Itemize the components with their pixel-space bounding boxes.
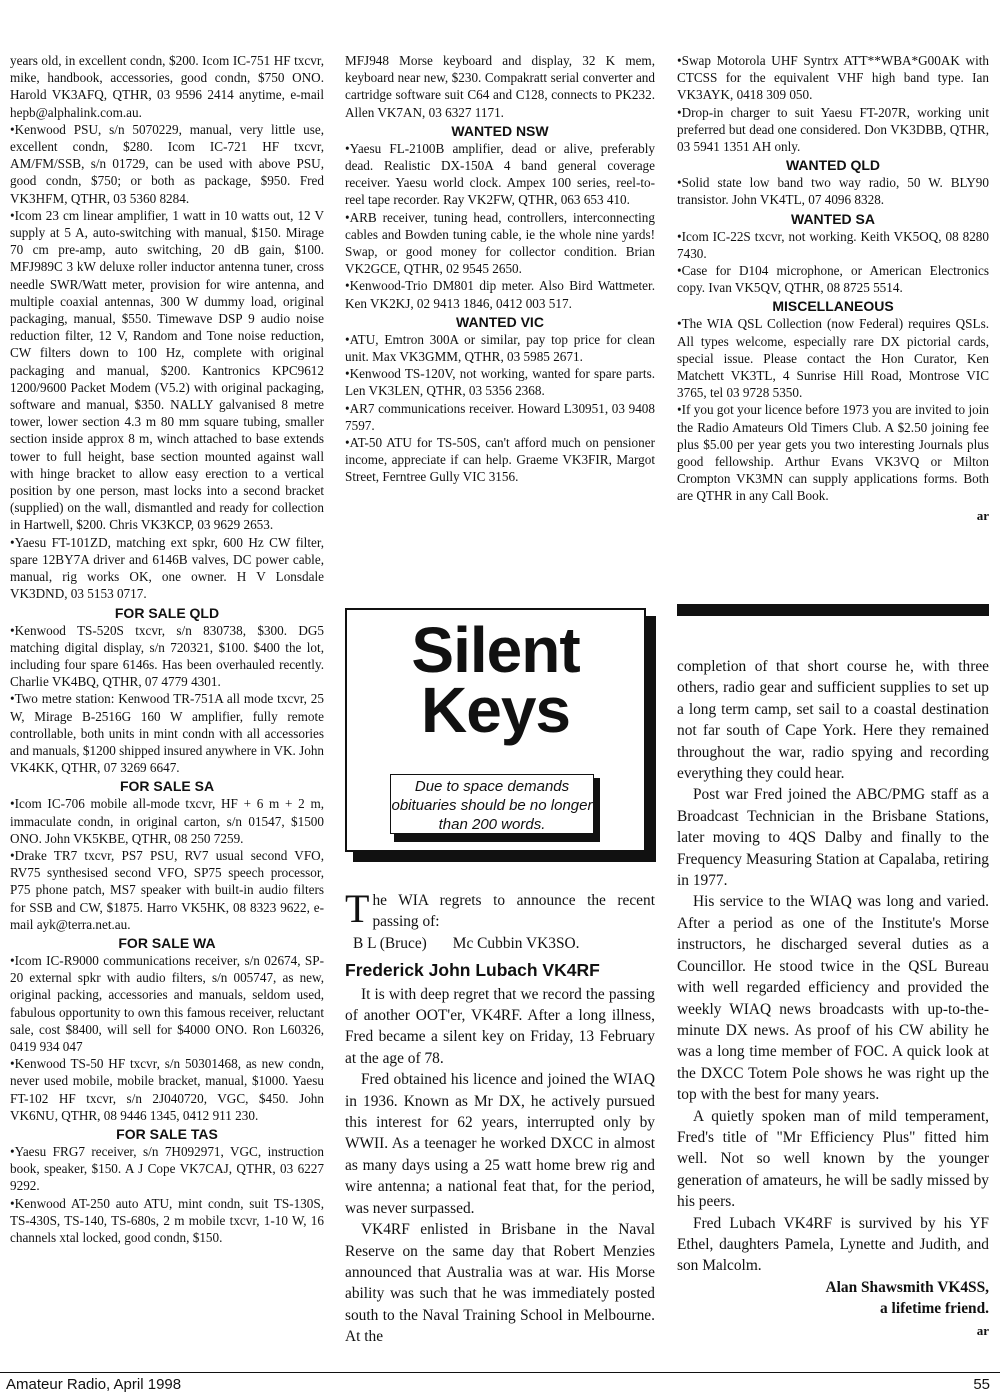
obituary-heading: Frederick John Lubach VK4RF — [345, 960, 600, 981]
ad-text: •Solid state low band two way radio, 50 W. BLY90 transistor. John VK4TL, 07 4096 8328. — [677, 175, 989, 208]
obituary-paragraph: Fred obtained his licence and joined the WIAQ in 1936. Known as Mr DX, he actively pursued this interest for 62 years, interrupted only by WWII. As a teenager he worked DXCC in almost as many days using a 25 watt home brew rig and wire antenna; a national feat that, for the period, was never surpassed. — [345, 1071, 655, 1217]
end-mark: ar — [976, 507, 989, 523]
ad-text: •Case for D104 microphone, or American Electronics copy. Ivan VK5QV, QTHR, 08 8725 5514. — [677, 263, 989, 296]
ad-text: •ATU, Emtron 300A or similar, pay top price for clean unit. Max VK3GMM, QTHR, 03 5985 2671. — [345, 331, 655, 365]
ad-text: •Icom IC-706 mobile all-mode txcvr, HF + 6 m + 2 m, immaculate condn, in original carton, s/n 01547, $1500 ONO. John VK5KBE, QTHR, 08 250 7259. — [10, 796, 324, 846]
ad-text: •Drop-in charger to suit Yaesu FT-207R, working unit preferred but dead one considered. Don VK3DBB, QTHR, 03 5941 1351 AH only. — [677, 104, 989, 155]
ad-text: •Yaesu FRG7 receiver, s/n 7H092971, VGC, instruction book, speaker, $150. A J Cope VK7CAJ, QTHR, 03 6227 9292. — [10, 1143, 324, 1194]
ad-text: •The WIA QSL Collection (now Federal) requires QSLs. All types welcome, especially rare DX pictorial cards, special issue. Please contact the Hon Curator, Ken Matchett VK3TL, 4 Sunrise Hill Road, Montrose VIC 3765, tel 03 9728 5350. — [677, 316, 989, 401]
ad-text: •Two metre station: Kenwood TR-751A all mode txcvr, 25 W, Mirage B-2516G 160 W amplifier, fully remote controllable, both units in mint condn with all accessories and manuals, $1200 shipped insured anywhere in VK. John VK4KK, QTHR, 07 3269 6647. — [10, 691, 325, 776]
ad-text: •Drake TR7 txcvr, PS7 PSU, RV7 usual second VFO, RV75 synthesised second VFO, SP75 speech processor, P75 phone patch, MS7 speaker with built-in audio filters for SSB and CW, $1875. Harro VK5HK, 08 8323 9622, e-mail ayk@terra.net.au. — [10, 847, 324, 932]
section-heading-for-sale-sa: FOR SALE SA — [119, 778, 215, 795]
page-number: 55 — [973, 1376, 990, 1393]
ad-text: •ARB receiver, tuning head, controllers, interconnecting cables and Bowden tuning cable, ie the whole nine yards! Swap, or good money for collector condition. Brian VK2GCE, QTHR, 02 9545 2650. — [345, 209, 655, 277]
section-heading-wanted-qld: WANTED QLD — [785, 157, 881, 174]
deceased-name-row — [345, 933, 655, 954]
ad-text: years old, in excellent condn, $200. Icom IC-751 HF txcvr, mike, handbook, accessories, good condn, $750 ONO. Harold VK3AFQ, QTHR, 03 9596 2414 anytime, e-mail hepb@alphalink.com.au. — [10, 53, 324, 120]
deceased-name-first: B L (Bruce) — [353, 934, 427, 952]
ad-text: •Kenwood PSU, s/n 5070229, manual, very little use, excellent condn, $280. Icom IC-721 HF txcvr, AM/FM/SSB, s/n 01729, can be used with above PSU, good condn, $750; or both as package, $950. Fred VK3HFM, QTHR, 03 5360 8284. — [10, 121, 324, 206]
footer-publication: Amateur Radio, April 1998 — [6, 1376, 182, 1393]
ad-text: •AR7 communications receiver. Howard L30951, 03 9408 7597. — [345, 400, 655, 433]
obituary-paragraph: VK4RF enlisted in Brisbane in the Naval Reserve on the same day that Robert Menzies announced that Australia was at war. His Morse ability was such that he was immediately posted south to the Naval Training School in Melbourne. At the — [345, 1221, 655, 1346]
footer-rule — [0, 1372, 1000, 1373]
ad-text: •Yaesu FT-101ZD, matching ext spkr, 600 Hz CW filter, spare 12BY7A driver and 6146B valves, DC power cable, manual, rig works OK, one owner. H V Lonsdale VK3DND, 03 5153 0717. — [10, 534, 324, 602]
ad-text: •Icom 23 cm linear amplifier, 1 watt in 10 watts out, 12 V supply at 5 A, auto-switching with manual, $150. Mirage 70 cm pre-amp, auto switching, 20 dB gain, $100. MFJ989C 3 kW deluxe roller inductor antenna tuner, cross needle SWR/Watt meter, provision for wire antenna, and multiple coaxial antennas, 300 W dummy load, original packaging, manual, $550. Timewave DSP 9 audio noise reduction filter, 12 V, Random and Tone noise reduction, CW filters down to 100 Hz, complete with original packaging and manual, $200. Kantronics KPC9612 1200/9600 Packet Modem (V5.2) with original packaging, software and manual, $350. NALLY galvanised 8 metre tower, lower section 4.3 m 80 mm square tubing, smaller section inside approx 8 m, winch attached to base extends tower to full height, base section mounted against wall with hinge bracket to allow easy erection to a vertical position by one person, mast locks into a second bracket (supplied) on the wall, dismantled and ready for collection in Hartwell, $200. Chris VK3KCP, 03 9629 2653. — [10, 207, 324, 533]
signature-line: a lifetime friend. — [880, 1300, 989, 1318]
silent-keys-banner — [345, 608, 658, 864]
obituary-column-left — [345, 886, 655, 1348]
banner-title-line-2: Keys — [421, 674, 570, 746]
ad-text: •Icom IC-22S txcvr, not working. Keith VK5OQ, 08 8280 7430. — [677, 228, 989, 261]
ad-text: •Kenwood TS-120V, not working, wanted for spare parts. Len VK3LEN, QTHR, 03 5356 2368. — [345, 366, 655, 399]
intro-text: he WIA regrets to announce the recent passing of: — [372, 892, 655, 931]
obituary-paragraph: Post war Fred joined the ABC/PMG staff as a Broadcast Technician in the Brisbane Stations, later moving to 4QS Dalby and finally to the Frequency Measuring Station at Capalaba, retiring in 1977. — [677, 786, 989, 890]
classifieds-column-1 — [10, 52, 324, 1246]
classifieds-column-2 — [345, 52, 655, 486]
obituary-paragraph: completion of that short course he, with three others, radio gear and sufficient supplies to set up a long term camp, set sail to a coastal destination not far south of Cape York. Here they remained throughout the war, radio spying and recording everything they could hear. — [677, 658, 989, 783]
section-heading-for-sale-qld: FOR SALE QLD — [114, 604, 220, 621]
banner-title — [347, 614, 644, 746]
ad-text: •Icom IC-R9000 communications receiver, s/n 02674, SP-20 external spkr with audio filters, s/n 005747, as new, original packing, accessories and manuals, seldom used, fabulous opportunity to own this famous receiver, reluctant sale, cost $8400, will sell for $4000 ONO. Ron L60326, 0419 934 047 — [10, 952, 324, 1054]
section-heading-for-sale-wa: FOR SALE WA — [118, 934, 216, 951]
obituary-intro — [345, 886, 655, 933]
banner-box — [345, 608, 646, 852]
ad-text: •Kenwood-Trio DM801 dip meter. Also Bird Wattmeter. Ken VK2KJ, 02 9413 1846, 0412 003 517. — [345, 278, 655, 311]
ad-text: •Kenwood TS-50 HF txcvr, s/n 50301468, as new condn, never used mobile, mobile bracket, manual, $1000. Yaesu FT-102 HF txcvr, s/n 2J040720, VGC, $450. John VK6NU, QTHR, 08 9446 1345, 0412 911 230. — [10, 1056, 324, 1123]
ad-text: •Kenwood TS-520S txcvr, s/n 830738, $300. DG5 matching digital display, s/n 720321, $100. $400 the lot, including four spare 6146s. Has been overhauled recently. Charlie VK4BQ, QTHR, 07 4779 4301. — [10, 622, 324, 690]
section-heading-for-sale-tas: FOR SALE TAS — [116, 1125, 218, 1142]
ad-text: MFJ948 Morse keyboard and display, 32 K mem, keyboard near new, $230. Compakratt serial converter and cartridge software suit C64 and C128, connects to PK232. Allen VK7AN, 03 6327 1171. — [345, 53, 655, 120]
section-heading-wanted-vic: WANTED VIC — [456, 313, 544, 330]
ad-text: •AT-50 ATU for TS-50S, can't afford much on pensioner income, appreciate if can help. Graeme VK3FIR, Margot Street, Ferntree Gully VIC 3156. — [345, 435, 655, 485]
banner-title-line-1: Silent — [411, 614, 580, 686]
ad-text: •Kenwood AT-250 auto ATU, mint condn, suit TS-130S, TS-430S, TS-140, TS-680s, 2 m mobile txcvr, 1-10 W, 16 channels xtal locked, good condn, $150. — [10, 1195, 324, 1245]
obituary-column-right — [677, 656, 989, 1341]
ad-text: •If you got your licence before 1973 you are invited to join the Radio Amateurs Old Timers Club. A $2.50 joining fee plus $5.00 per year gets you two interesting Journals plus good fellowship. Arthur Evans VK3VQ or Milton Crompton VK3MN can supply applications forms. Both are QTHR in any Call Book. — [677, 402, 989, 504]
ad-text: •Yaesu FL-2100B amplifier, dead or alive, preferably dead. Realistic DX-150A 4 band general coverage receiver. Yaesu world clock. Ampex 100 series, reel-to-reel tape recorder. Ray VK2FW, QTHR, 063 653 410. — [345, 140, 655, 208]
obituary-paragraph: A quietly spoken man of mild temperament, Fred's title of "Mr Efficiency Plus" fitted him well. Not so well known by the younger generation of amateurs, he will be sadly missed by his peers. — [677, 1107, 989, 1211]
signature-name: Alan Shawsmith VK4SS, — [825, 1278, 989, 1296]
deceased-name-last: Mc Cubbin VK3SO. — [452, 934, 580, 952]
section-heading-wanted-nsw: WANTED NSW — [451, 122, 549, 139]
ad-text: •Swap Motorola UHF Syntrx ATT**WBA*G00AK with CTCSS for the equivalent VHF high band type. Ian VK3AYK, 0418 309 050. — [677, 53, 989, 103]
end-mark: ar — [976, 1322, 989, 1338]
section-heading-miscellaneous: MISCELLANEOUS — [772, 298, 894, 315]
obituary-paragraph: His service to the WIAQ was long and varied. After a period as one of the Institute's Morse instructors, he discharged several duties as a Councillor. He stood twice in the QSL Bureau with well regarded efficiency and provided the weekly WIAQ news broadcasts with up-to-the-minute DX news. As proof of his CW ability he was a long time member of FOC. A quick look at the DXCC Totem Pole shows he was right up the top with the best for many years. — [677, 893, 989, 1104]
banner-note: Due to space demands obituaries should be no longer than 200 words. — [390, 774, 594, 834]
obituary-paragraph: Fred Lubach VK4RF is survived by his YF Ethel, daughters Pamela, Lynette and Judith, and son Malcolm. — [677, 1214, 989, 1275]
classifieds-column-3 — [677, 52, 989, 524]
section-divider-bar — [677, 604, 989, 616]
drop-cap: T — [345, 886, 370, 931]
section-heading-wanted-sa: WANTED SA — [791, 210, 875, 227]
obituary-paragraph: It is with deep regret that we record the passing of another OOT'er, VK4RF. After a long illness, Fred became a silent key on Friday, 13 February at the age of 78. — [345, 985, 655, 1067]
